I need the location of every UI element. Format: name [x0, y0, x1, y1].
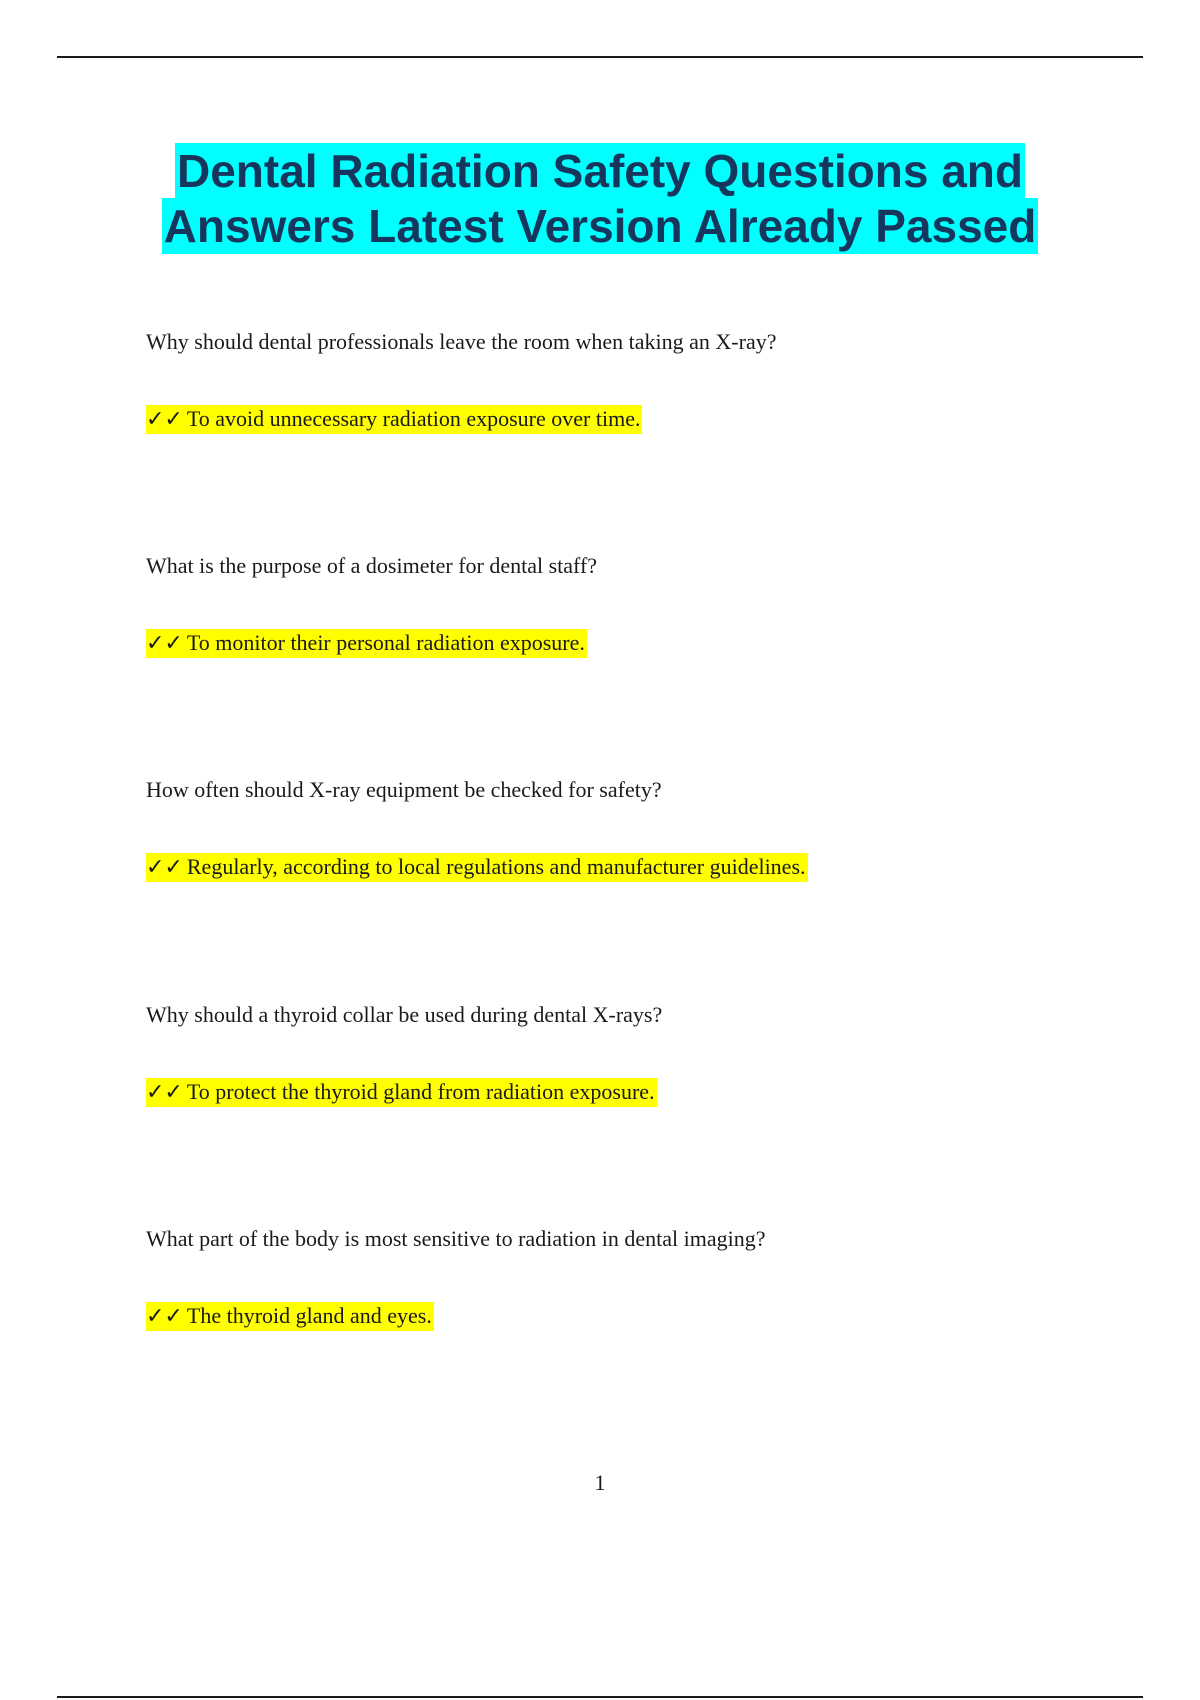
answer-text: To monitor their personal radiation exposure. [186, 630, 585, 655]
question-text: Why should dental professionals leave the room when taking an X-ray? [146, 329, 777, 354]
question-text: What part of the body is most sensitive to radiation in dental imaging? [146, 1226, 766, 1251]
question-text: Why should a thyroid collar be used during dental X-rays? [146, 1002, 663, 1027]
answer-text: To avoid unnecessary radiation exposure over time. [186, 406, 641, 431]
double-check-icon: ✓✓ [146, 407, 183, 432]
page-number: 1 [594, 1470, 606, 1495]
answer-text: The thyroid gland and eyes. [186, 1303, 432, 1328]
title-line-1: Dental Radiation Safety Questions and [176, 145, 1024, 197]
answer-highlight [146, 629, 587, 658]
double-check-icon: ✓✓ [146, 1304, 183, 1329]
header-rule [57, 56, 1143, 58]
answer-text: Regularly, according to local regulations and manufacturer guidelines. [186, 854, 806, 879]
answer-highlight [146, 405, 642, 434]
answer-highlight [146, 1302, 434, 1331]
title-line-2: Answers Latest Version Already Passed [163, 200, 1037, 252]
question-text: What is the purpose of a dosimeter for dental staff? [146, 553, 598, 578]
answer-highlight [146, 853, 808, 882]
double-check-icon: ✓✓ [146, 1080, 183, 1105]
question-text: How often should X-ray equipment be checked for safety? [146, 777, 662, 802]
answer-text: To protect the thyroid gland from radiation exposure. [186, 1079, 655, 1104]
double-check-icon: ✓✓ [146, 631, 183, 656]
document-title [0, 144, 1200, 254]
footer-rule [57, 1696, 1143, 1698]
answer-highlight [146, 1078, 657, 1107]
double-check-icon: ✓✓ [146, 855, 183, 880]
